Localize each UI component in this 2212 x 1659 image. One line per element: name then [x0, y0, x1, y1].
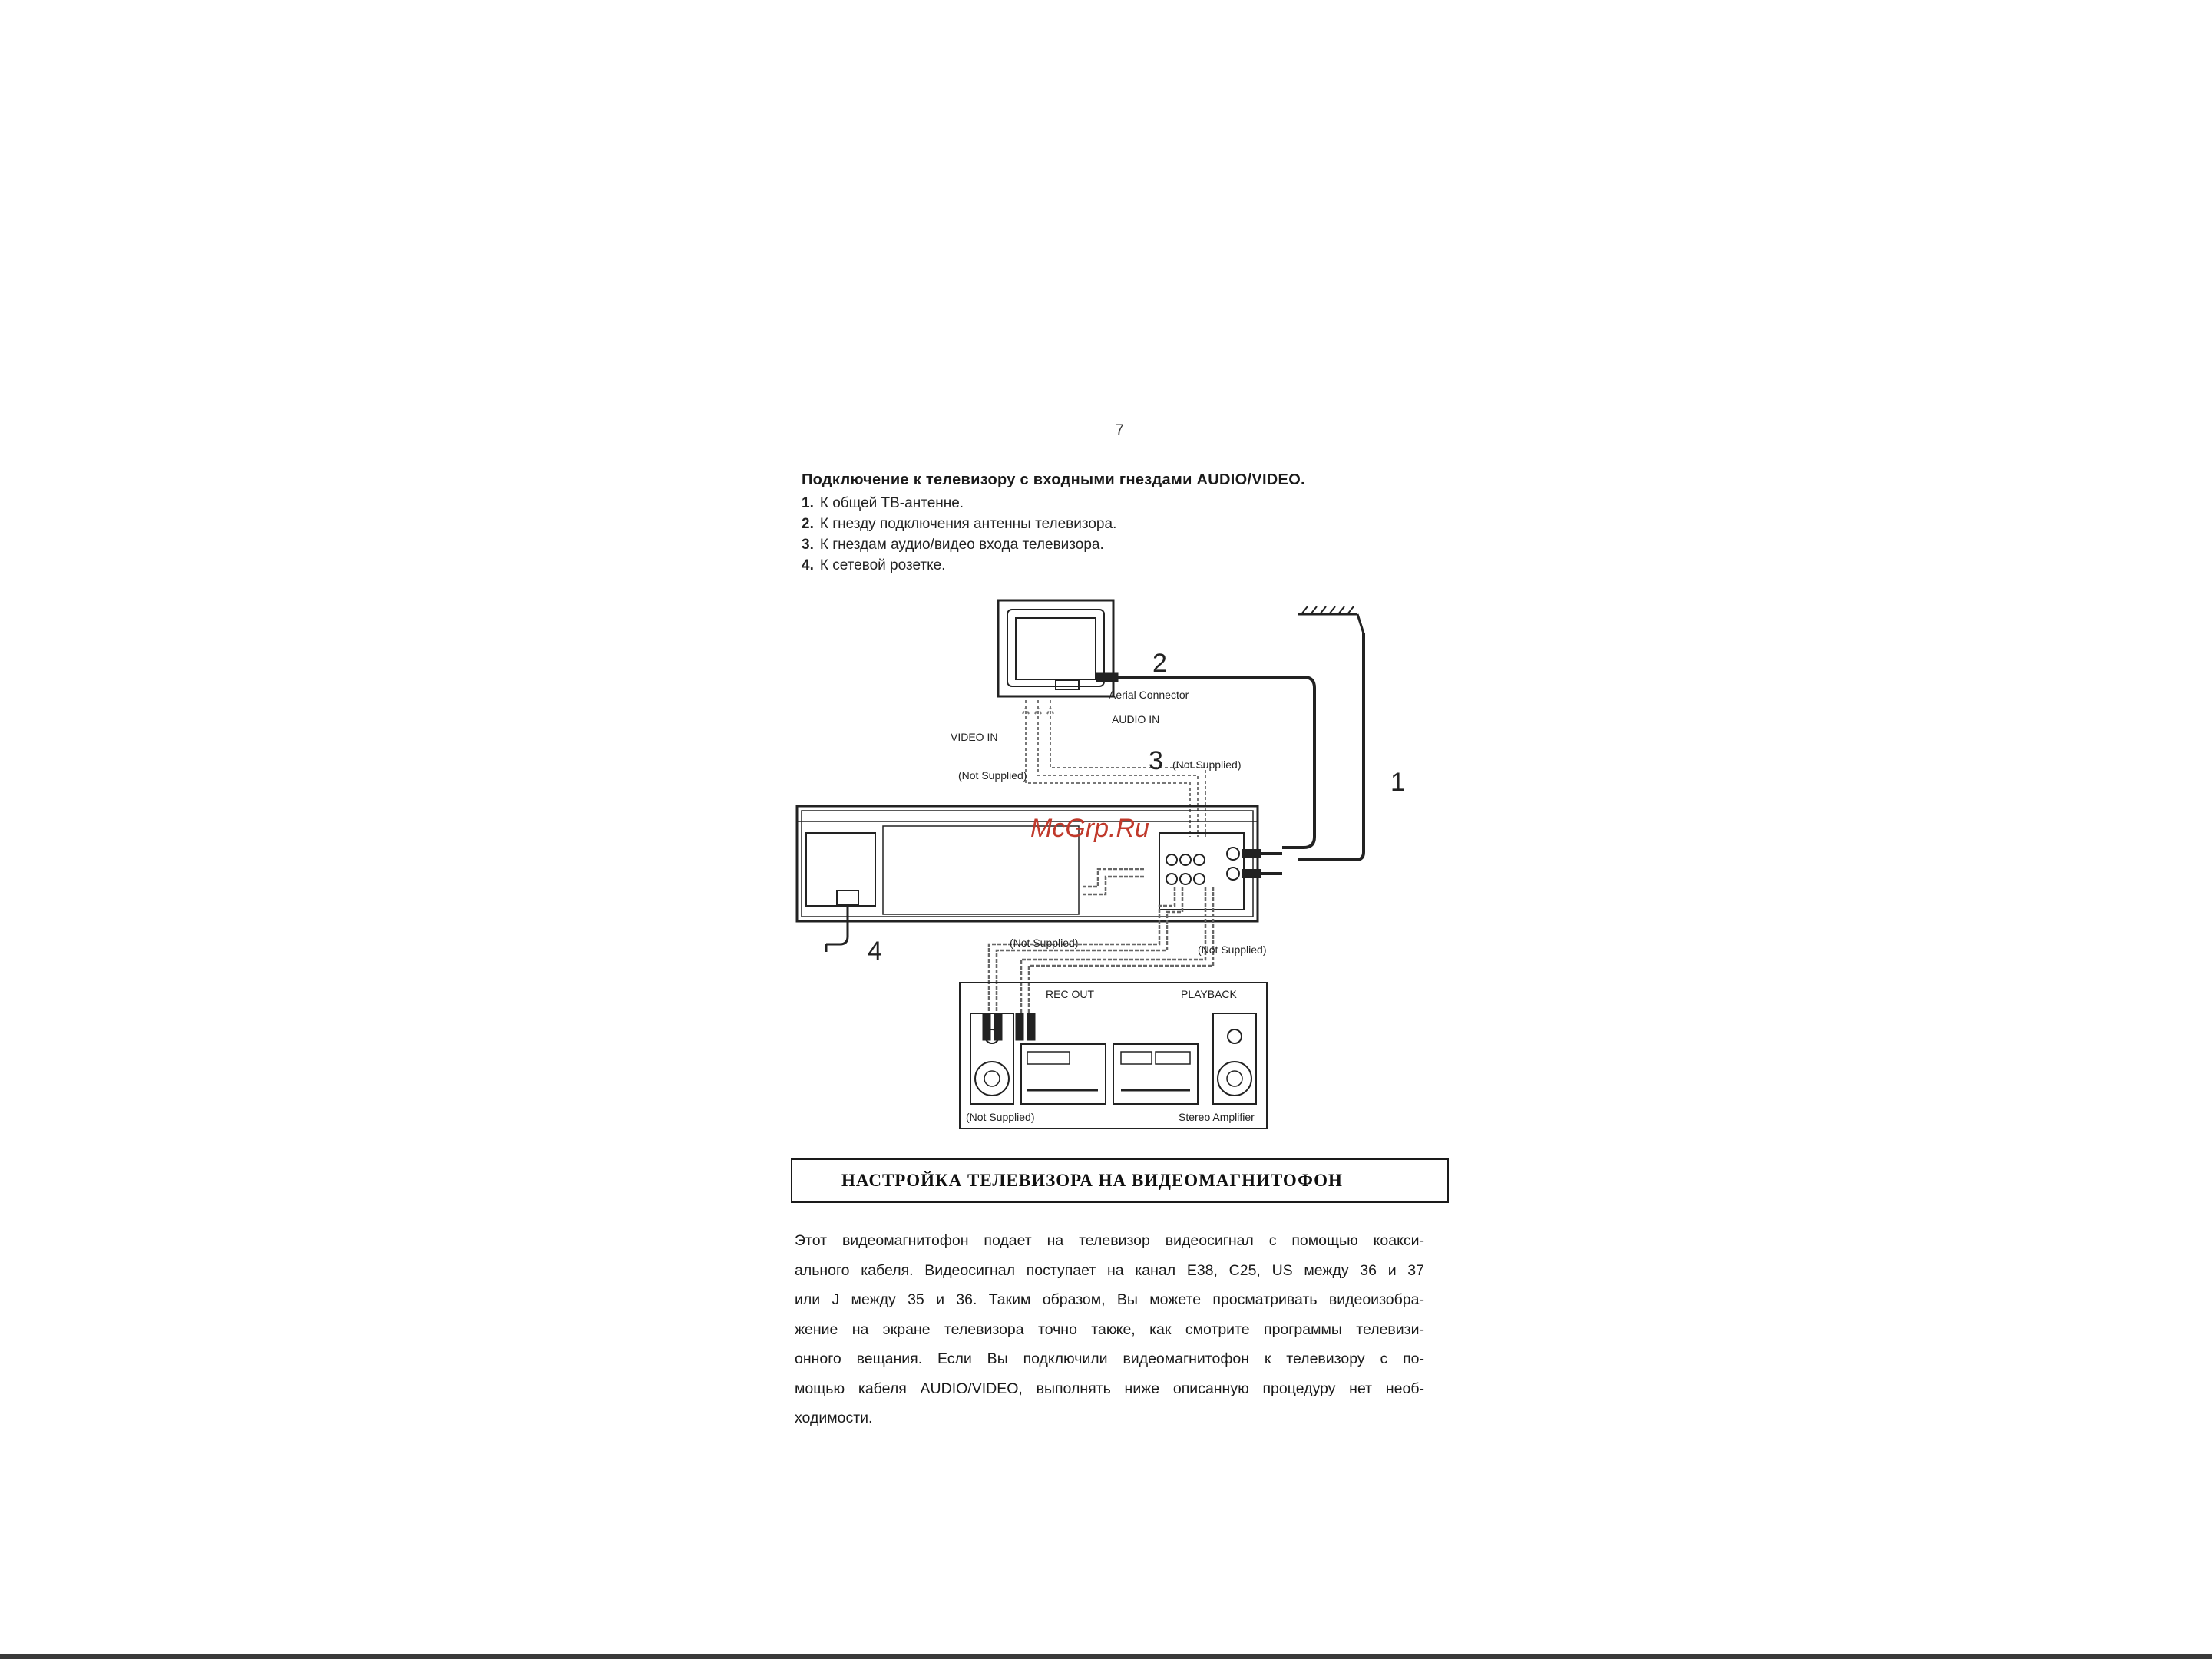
step-text: К гнезду подключения антенны телевизора. — [819, 516, 1117, 532]
tv-aerial-icon — [1298, 606, 1364, 860]
connection-heading: Подключение к телевизору с входными гнездами AUDIO/VIDEO. — [802, 471, 1305, 488]
step-number: 3. — [802, 537, 814, 553]
list-item — [802, 534, 1116, 555]
paragraph-line: Этот видеомагнитофон подает на телевизор видеосигнал с помощью коакси- — [795, 1232, 1424, 1249]
step-text: К общей ТВ-антенне. — [819, 495, 964, 511]
connection-diagram — [791, 583, 1497, 1136]
paragraph-line: онного вещания. Если Вы подключили видеомагнитофон к телевизору с по- — [795, 1350, 1424, 1367]
aerial-connector-label: Aerial Connector — [1109, 689, 1189, 701]
step-text: К сетевой розетке. — [819, 557, 946, 573]
not-supplied-label: (Not Supplied) — [1010, 937, 1079, 949]
callout-2: 2 — [1152, 649, 1167, 678]
tuning-paragraph — [795, 1226, 1424, 1433]
watermark-text: McGrp.Ru — [1030, 814, 1149, 843]
callout-4: 4 — [868, 937, 882, 966]
list-item — [802, 514, 1116, 534]
paragraph-line: мощью кабеля AUDIO/VIDEO, выполнять ниже описанную процедуру нет необ- — [795, 1380, 1424, 1397]
paragraph-line: ального кабеля. Видеосигнал поступает на канал E38, C25, US между 36 и 37 — [795, 1261, 1424, 1279]
not-supplied-label: (Not Supplied) — [966, 1111, 1035, 1123]
callout-3: 3 — [1149, 746, 1163, 775]
list-item — [802, 493, 1116, 514]
stereo-system — [960, 983, 1267, 1129]
step-number: 2. — [802, 516, 814, 532]
step-number: 1. — [802, 495, 814, 511]
step-number: 4. — [802, 557, 814, 573]
playback-label: PLAYBACK — [1181, 988, 1237, 1000]
vcr-aerial-plugs — [1242, 849, 1282, 878]
step-text: К гнездам аудио/видео входа телевизора. — [819, 537, 1104, 553]
paragraph-line: ходимости. — [795, 1409, 873, 1426]
list-item — [802, 555, 1116, 576]
bottom-bar — [0, 1654, 2212, 1659]
not-supplied-label: (Not Supplied) — [958, 769, 1027, 782]
paragraph-line: или J между 35 и 36. Таким образом, Вы можете просматривать видеоизобра- — [795, 1291, 1424, 1308]
vcr-rear-panel — [797, 806, 1258, 952]
stereo-amplifier-label: Stereo Amplifier — [1179, 1111, 1255, 1123]
paragraph-line: жение на экране телевизора точно также, как смотрите программы телевизи- — [795, 1320, 1424, 1338]
section-title-box — [791, 1158, 1449, 1203]
not-supplied-label: (Not Supplied) — [1198, 944, 1267, 956]
rec-out-label: REC OUT — [1046, 988, 1094, 1000]
audio-in-label: AUDIO IN — [1112, 713, 1160, 725]
video-in-label: VIDEO IN — [951, 731, 998, 743]
callout-1: 1 — [1390, 768, 1405, 797]
section-title: НАСТРОЙКА ТЕЛЕВИЗОРА НА ВИДЕОМАГНИТОФОН — [841, 1171, 1343, 1190]
not-supplied-label: (Not Supplied) — [1172, 758, 1242, 771]
connection-steps-list — [802, 493, 1116, 576]
page-number: 7 — [1116, 422, 1124, 438]
